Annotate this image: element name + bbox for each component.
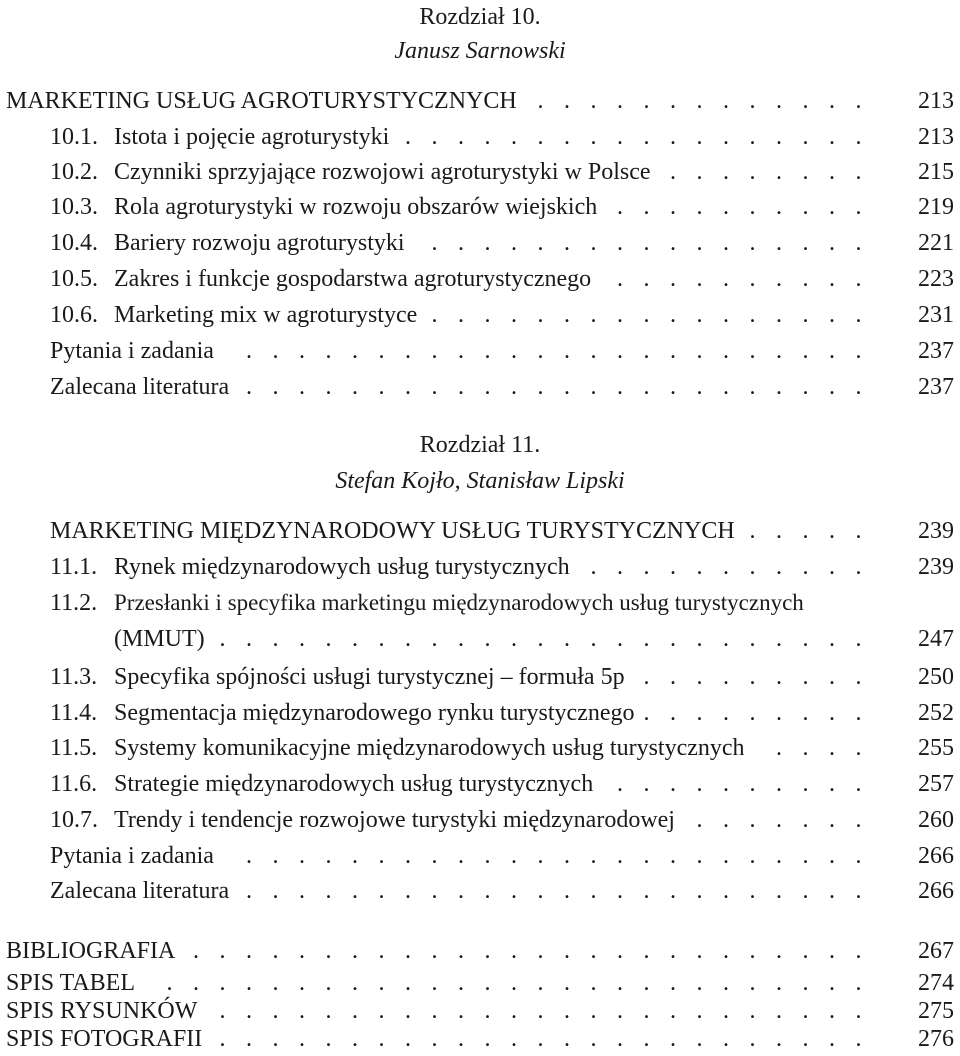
toc-title: Specyfika spójności usługi turystycznej – formuła 5p [114,664,625,690]
toc-number: 10.1. [50,124,98,150]
toc-title: Istota i pojęcie agroturystyki [114,124,390,150]
toc-page-number: 267 [918,938,954,964]
toc-title: Pytania i zadania [50,338,214,364]
chapter-heading: Rozdział 10. [419,4,541,30]
toc-title: Rola agroturystyki w rozwoju obszarów wiejskich [114,194,598,220]
toc-title: MARKETING USŁUG AGROTURYSTYCZNYCH [6,88,517,114]
toc-title: Zalecana literatura [50,374,230,400]
toc-page-number: 215 [918,159,954,185]
dot-leader: ......... [643,700,882,726]
dot-leader: ......................... [219,1026,882,1052]
toc-entry[interactable] [0,934,960,968]
chapter-author: Stefan Kojło, Stanisław Lipski [335,468,625,494]
toc-page-number: 252 [918,700,954,726]
toc-title: Zakres i funkcje gospodarstwa agroturystycznego [114,266,592,292]
dot-leader: .......................... [193,938,882,964]
dot-leader: ........................... [166,970,882,996]
toc-number: 10.3. [50,194,98,220]
chapter-author: Janusz Sarnowski [394,38,566,64]
toc-page-number: 247 [918,626,954,652]
dot-leader: ....... [696,807,882,833]
toc-entry[interactable] [0,155,960,189]
toc-page-number: 223 [918,266,954,292]
dot-leader: .......... [617,266,882,292]
toc-page-number: 213 [918,88,954,114]
toc-entry[interactable] [0,622,960,656]
dot-leader: ................. [431,302,882,328]
chapter-heading: Rozdział 11. [419,432,541,458]
dot-leader: ........................ [246,338,882,364]
dot-leader: ........... [590,554,882,580]
toc-number: 10.4. [50,230,98,256]
toc-entry[interactable] [0,803,960,837]
toc-entry[interactable] [0,226,960,260]
toc-entry[interactable] [0,120,960,154]
dot-leader: .......... [617,194,882,220]
toc-page-number: 239 [918,518,954,544]
toc-page-number: 239 [918,554,954,580]
toc-number: 11.6. [50,771,98,797]
toc-number: 11.5. [50,735,98,761]
dot-leader: .......... [617,771,882,797]
toc-entry[interactable] [0,190,960,224]
toc-page-number: 257 [918,771,954,797]
toc-title: Czynniki sprzyjające rozwojowi agroturystyki w Polsce [114,159,651,185]
toc-title: SPIS RYSUNKÓW [6,998,198,1024]
toc-title: Trendy i tendencje rozwojowe turystyki międzynarodowej [114,807,675,833]
toc-number: 11.4. [50,700,98,726]
toc-title: Segmentacja międzynarodowego rynku turystycznego [114,700,635,726]
toc-entry[interactable] [0,514,960,548]
toc-title: (MMUT) [114,626,205,652]
dot-leader: ........................ [246,374,882,400]
toc-entry[interactable] [0,370,960,404]
toc-page-number: 237 [918,374,954,400]
toc-entry[interactable] [0,334,960,368]
toc-page-number: 231 [918,302,954,328]
toc-title: Marketing mix w agroturystyce [114,302,418,328]
toc-title: BIBLIOGRAFIA [6,938,176,964]
toc-number: 10.5. [50,266,98,292]
toc-page-number: 260 [918,807,954,833]
toc-page-number: 221 [918,230,954,256]
dot-leader: ........................ [246,843,882,869]
toc-page-number: 237 [918,338,954,364]
toc-title: Strategie międzynarodowych usług turystycznych [114,771,594,797]
toc-title: MARKETING MIĘDZYNARODOWY USŁUG TURYSTYCZNYCH [50,518,735,544]
dot-leader: .... [776,735,882,761]
toc-entry[interactable] [0,731,960,765]
dot-leader: ........ [670,159,882,185]
toc-page-number: 266 [918,843,954,869]
dot-leader: ..... [749,518,882,544]
toc-entry[interactable] [0,586,960,620]
toc-number: 11.3. [50,664,98,690]
dot-leader: ............. [537,88,882,114]
toc-entry[interactable] [0,874,960,908]
toc-page-number: 274 [918,970,954,996]
toc-entry[interactable] [0,839,960,873]
toc-page-number: 266 [918,878,954,904]
toc-number: 10.7. [50,807,98,833]
toc-number: 10.6. [50,302,98,328]
dot-leader: ................. [431,230,882,256]
dot-leader: ........................ [246,878,882,904]
dot-leader: ......................... [219,998,882,1024]
toc-title: Systemy komunikacyjne międzynarodowych usług turystycznych [114,735,745,761]
dot-leader: .................. [405,124,882,150]
toc-page-number: 275 [918,998,954,1024]
toc-title: SPIS FOTOGRAFII [6,1026,203,1052]
toc-title: SPIS TABEL [6,970,135,996]
dot-leader: ......... [643,664,882,690]
toc-entry[interactable] [0,298,960,332]
toc-title: Zalecana literatura [50,878,230,904]
dot-leader: ......................... [219,626,882,652]
toc-title: Rynek międzynarodowych usług turystycznych [114,554,570,580]
toc-page-number: 213 [918,124,954,150]
toc-entry[interactable] [0,550,960,584]
toc-entry[interactable] [0,84,960,118]
toc-number: 10.2. [50,159,98,185]
toc-entry[interactable] [0,1022,960,1056]
toc-title: Bariery rozwoju agroturystyki [114,230,405,256]
toc-number: 11.2. [50,590,98,616]
toc-entry[interactable] [0,660,960,694]
toc-entry[interactable] [0,767,960,801]
toc-number: 11.1. [50,554,98,580]
toc-entry[interactable] [0,262,960,296]
toc-title: Przesłanki i specyfika marketingu międzynarodowych usług turystycznych [114,590,804,615]
toc-page-number: 255 [918,735,954,761]
toc-entry[interactable] [0,696,960,730]
toc-page-number: 250 [918,664,954,690]
toc-title: Pytania i zadania [50,843,214,869]
toc-page-number: 276 [918,1026,954,1052]
toc-page-number: 219 [918,194,954,220]
